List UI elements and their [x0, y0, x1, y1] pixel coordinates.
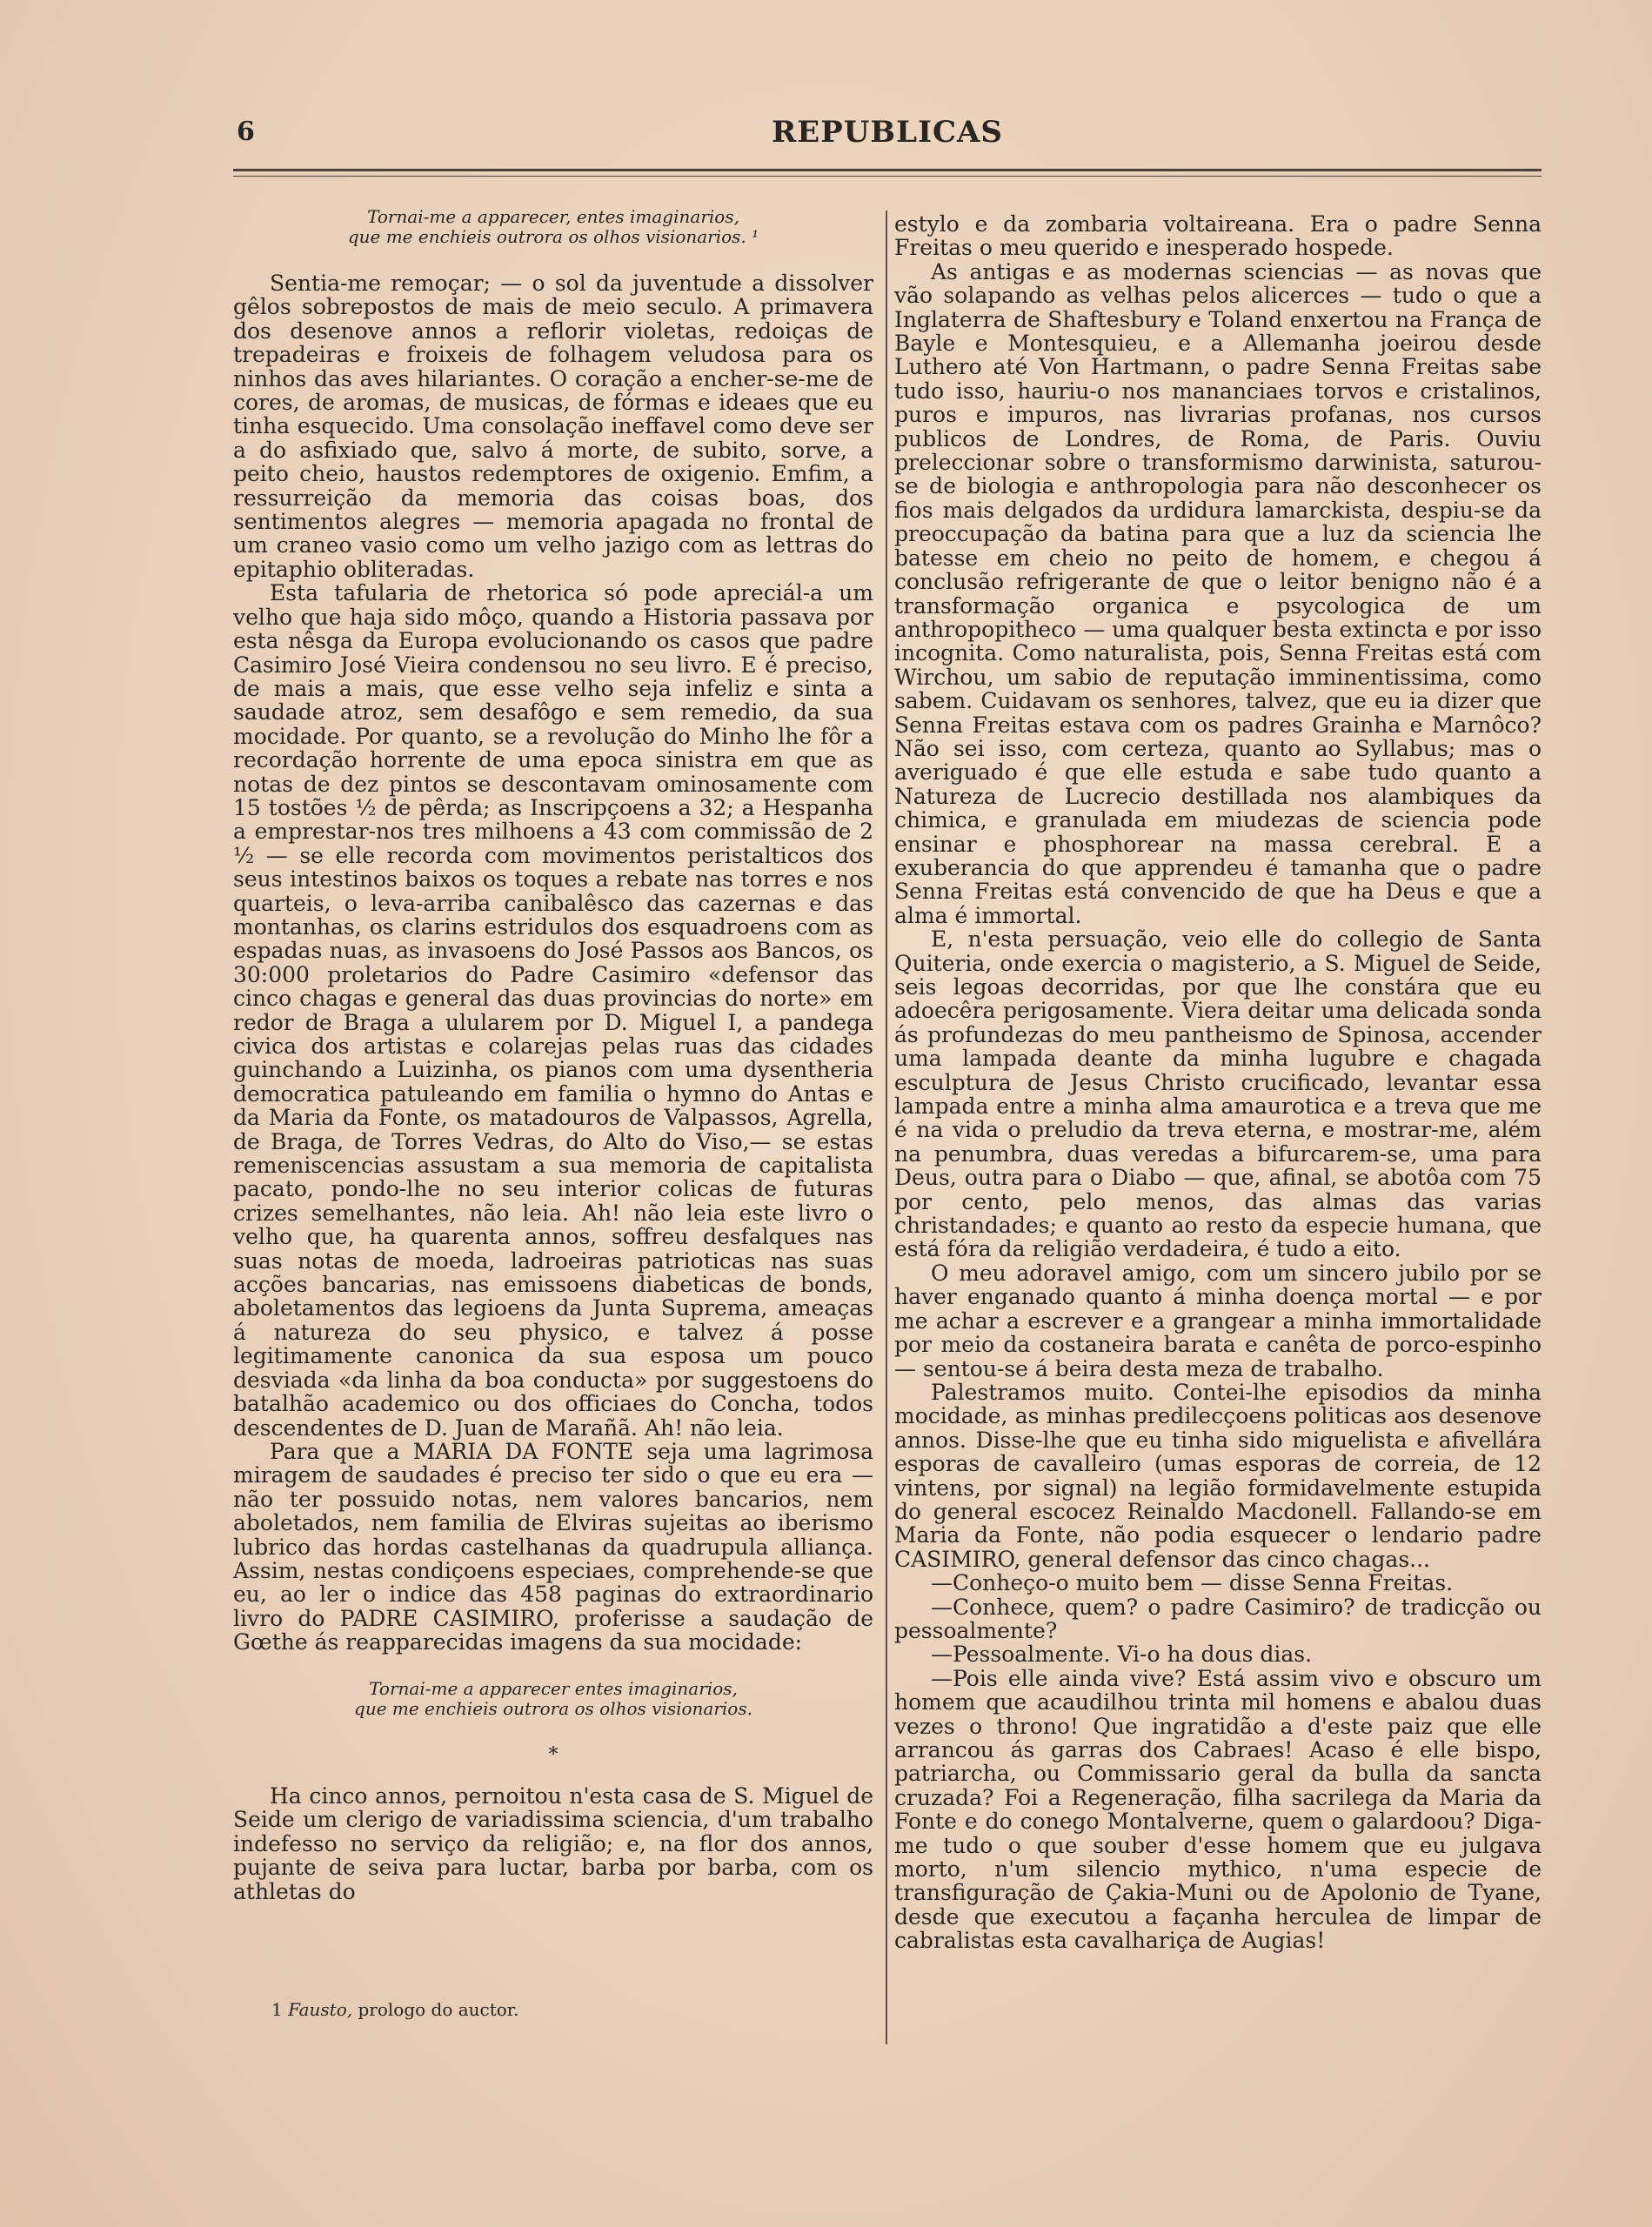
paragraph: estylo e da zombaria voltaireana. Era o padre Senna Freitas o meu querido e inesperado hospede.	[894, 211, 1542, 261]
paragraph: As antigas e as modernas sciencias — as novas que vão solapando as velhas pelos alicerces — tudo o que a Inglaterra de Shaftesbury e Toland enxertou na França de Bayle e Montesquieu, e a Allemanha joeirou desde Luthero até Von Hartmann, o padre Senna Freitas sabe tudo isso, hauriu-o nos mananciaes torvos e cristalinos, puros e impuros, nas livrarias profanas, nos cursos publicos de Londres, de Roma, de Paris. Ouviu preleccionar sobre o transformismo darwinista, saturou-se de biologia e anthropologia para não desconhecer os fios mais delgados da urdidura lamarckista, despiu-se da preoccupação da batina para que a luz da sciencia lhe batesse em cheio no peito de homem, e chegou á conclusão refrigerante de que o leitor benigno não é a transformação organica e psycologica de um anthropopitheco — uma qualquer besta extincta e por isso incognita. Como naturalista, pois, Senna Freitas está com Wirchou, um sabio de reputação imminentissima, como sabem. Cuidavam os senhores, talvez, que eu ia dizer que Senna Freitas estava com os padres Grainha e Marnôco? Não sei isso, com certeza, quanto ao Syllabus; mas o averiguado é que elle estuda e sabe tudo quanto a Natureza de Lucrecio destillada nos alambiques da chimica, e granulada em miudezas de sciencia pode ensinar e phosphorear na massa cerebral. E a exuberancia do que apprendeu é tamanha que o padre Senna Freitas está convencido de que ha Deus e que a alma é immortal.	[894, 258, 1542, 928]
header-rule-thick	[233, 169, 1542, 171]
right-column	[894, 212, 1542, 1953]
left-column	[233, 207, 873, 1903]
paragraph: Para que a MARIA DA FONTE seja uma lagrimosa miragem de saudades é preciso ter sido o que eu era — não ter possuido notas, nem valores bancarios, nem aboletados, nem familia de Elviras sujeitas ao iberismo lubrico das hordas castelhanas da quadrupula alliança. Assim, nestas condiçoens especiaes, comprehende-se que eu, ao ler o indice das 458 paginas do extraordinario livro do PADRE CASIMIRO, proferisse a saudação de Gœthe ás reapparecidas imagens da sua mocidade:	[233, 1438, 873, 1655]
epigraph	[233, 207, 873, 247]
paragraph: Sentia-me remoçar; — o sol da juventude a dissolver gêlos sobrepostos de mais de meio seculo. A primavera dos desenove annos a reflorir violetas, redoiças de trepadeiras e froixeis de folhagem veludosa para os ninhos das aves hilariantes. O coração a encher-se-me de cores, de aromas, de musicas, de fórmas e ideaes que eu tinha esquecido. Uma consolação ineffavel como deve ser a do asfixiado que, salvo á morte, de subito, sorve, a peito cheio, haustos redemptores de oxigenio. Emfim, a ressurreição da memoria das coisas boas, dos sentimentos alegres — memoria apagada no frontal de um craneo vasio como um velho jazigo com as lettras do epitaphio obliteradas.	[233, 271, 873, 582]
paragraph: Esta tafularia de rhetorica só pode apreciál-a um velho que haja sido môço, quando a Historia passava por esta nêsga da Europa evolucionando os casos que padre Casimiro José Vieira condensou no seu livro. E é preciso, de mais a mais, que esse velho seja infeliz e sinta a saudade atroz, sem desafôgo e sem remedio, da sua mocidade. Por quanto, se a revolução do Minho lhe fôr a recordação horrente de uma epoca sinistra em que as notas de dez pintos se descontavam ominosamente com 15 tostões ½ de pêrda; as Inscripçoens a 32; a Hespanha a emprestar-nos tres milhoens a 43 com commissão de 2 ½ — se elle recorda com movimentos peristalticos dos seus intestinos baixos os toques a rebate nas torres e nos quarteis, o leva-arriba canibalêsco das cazernas e das montanhas, os clarins estridulos dos esquadroens com as espadas nuas, as invasoens do José Passos aos Bancos, os 30:000 proletarios do Padre Casimiro «defensor das cinco chagas e general das duas provincias do norte» em redor de Braga a ulularem por D. Miguel I, a pandega civica dos artistas e colarejas pelas ruas das cidades guinchando a Luizinha, os pianos com uma dysentheria democratica patuleando em familia o hymno do Antas e da Maria da Fonte, os matadouros de Valpassos, Agrella, de Braga, de Torres Vedras, do Alto do Viso,— se estas remeniscencias assustam a sua memoria de capitalista pacato, pondo-lhe no seu interior colicas de futuras crizes semelhantes, não leia. Ah! não leia este livro o velho que, ha quarenta annos, soffreu desfalques nas suas notas de moeda, ladroeiras patrioticas nas suas acções bancarias, nas emissoens diabeticas de bonds, aboletamentos das legioens da Junta Suprema, ameaças á natureza do seu physico, e talvez á posse legitimamente canonica da sua esposa um pouco desviada «da linha da boa conducta» por suggestoens do batalhão academico ou dos officiaes do Concha, todos descendentes de D. Juan de Marañã. Ah! não leia.	[233, 580, 873, 1441]
paragraph: O meu adoravel amigo, com um sincero jubilo por se haver enganado quanto á minha doença mortal — e por me achar a escrever e a grangear a minha immortalidade por meio da costaneira barata e canêta de porco-espinho — sentou-se á beira desta meza de trabalho.	[894, 1260, 1542, 1381]
epigraph-line: que me enchieis outrora os olhos visionarios. ¹	[347, 226, 759, 247]
paragraph: Palestramos muito. Contei-lhe episodios da minha mocidade, as minhas predilecçoens politicas aos desenove annos. Disse-lhe que eu tinha sido miguelista e afivellára esporas de cavalleiro (umas esporas de correia, de 12 vintens, por signal) na legião formidavelmente estupida do general escocez Reinaldo Macdonell. Fallando-se em Maria da Fonte, não podia esquecer o lendario padre CASIMIRO, general defensor das cinco chagas...	[894, 1379, 1542, 1572]
header-rule-thin	[233, 176, 1542, 177]
epigraph-line: Tornai-me a apparecer entes imaginarios,	[369, 1677, 738, 1699]
page-header	[233, 111, 1542, 164]
section-asterisk: *	[548, 1743, 558, 1766]
footnote-title: Fausto,	[288, 1999, 353, 2020]
footnote	[271, 1999, 519, 2020]
dialogue-line: —Pois elle ainda vive? Está assim vivo e obscuro um homem que acaudilhou trinta mil homens e abalou duas vezes o throno! Que ingratidão a d'este paiz que elle arrancou ás garras dos Cabraes! Acaso é elle bispo, patriarcha, ou Commissario geral da bulla da sancta cruzada? Foi a Regeneração, filha sacrilega da Maria da Fonte e do conego Montalverne, quem o galardoou? Diga-me tudo o que souber d'esse homem que eu julgava morto, n'um silencio mythico, n'uma especie de transfiguração de Çakia-Muni ou de Apolonio de Tyane, desde que executou a façanha herculea de limpar de cabralistas esta cavalhariça de Augias!	[894, 1665, 1542, 1954]
paragraph: Ha cinco annos, pernoitou n'esta casa de S. Miguel de Seide um clerigo de variadissima sciencia, d'um trabalho indefesso no serviço da religião; e, na flor dos annos, pujante de seiva para luctar, barba por barba, com os athletas do	[233, 1782, 873, 1904]
epigraph-line: que me enchieis outrora os olhos visionarios.	[354, 1697, 752, 1719]
dialogue-line: —Pessoalmente. Vi-o ha dous dias.	[931, 1642, 1313, 1668]
page-number: 6	[237, 117, 255, 147]
journal-title: REPUBLICAS	[772, 115, 1003, 150]
column-divider	[886, 211, 887, 2044]
footnote-text: prologo do auctor.	[352, 1999, 519, 2020]
epigraph-line: Tornai-me a apparecer, entes imaginarios,	[367, 206, 739, 227]
epigraph-repeat	[233, 1679, 873, 1719]
dialogue-line: —Conhece, quem? o padre Casimiro? de tradicção ou pessoalmente?	[894, 1594, 1542, 1643]
paragraph: E, n'esta persuação, veio elle do collegio de Santa Quiteria, onde exercia o magisterio, a S. Miguel de Seide, seis legoas decorridas, por que lhe constára que eu adoecêra perigosamente. Viera deitar uma delicada sonda ás profundezas do meu pantheismo de Spinosa, accender uma lampada deante da minha lugubre e chagada esculptura de Jesus Christo crucificado, levantar essa lampada entre a minha alma amaurotica e a treva que me é na vida o preludio da treva eterna, e mostrar-me, além na penumbra, duas veredas a bifurcarem-se, uma para Deus, outra para o Diabo — que, afinal, se abotôa com 75 por cento, pelo menos, das almas das varias christandades; e quanto ao resto da especie humana, que está fóra da religião verdadeira, é tudo a eito.	[894, 926, 1542, 1262]
footnote-marker: 1	[271, 1999, 283, 2020]
dialogue-line: —Conheço-o muito bem — disse Senna Freitas.	[931, 1570, 1454, 1596]
